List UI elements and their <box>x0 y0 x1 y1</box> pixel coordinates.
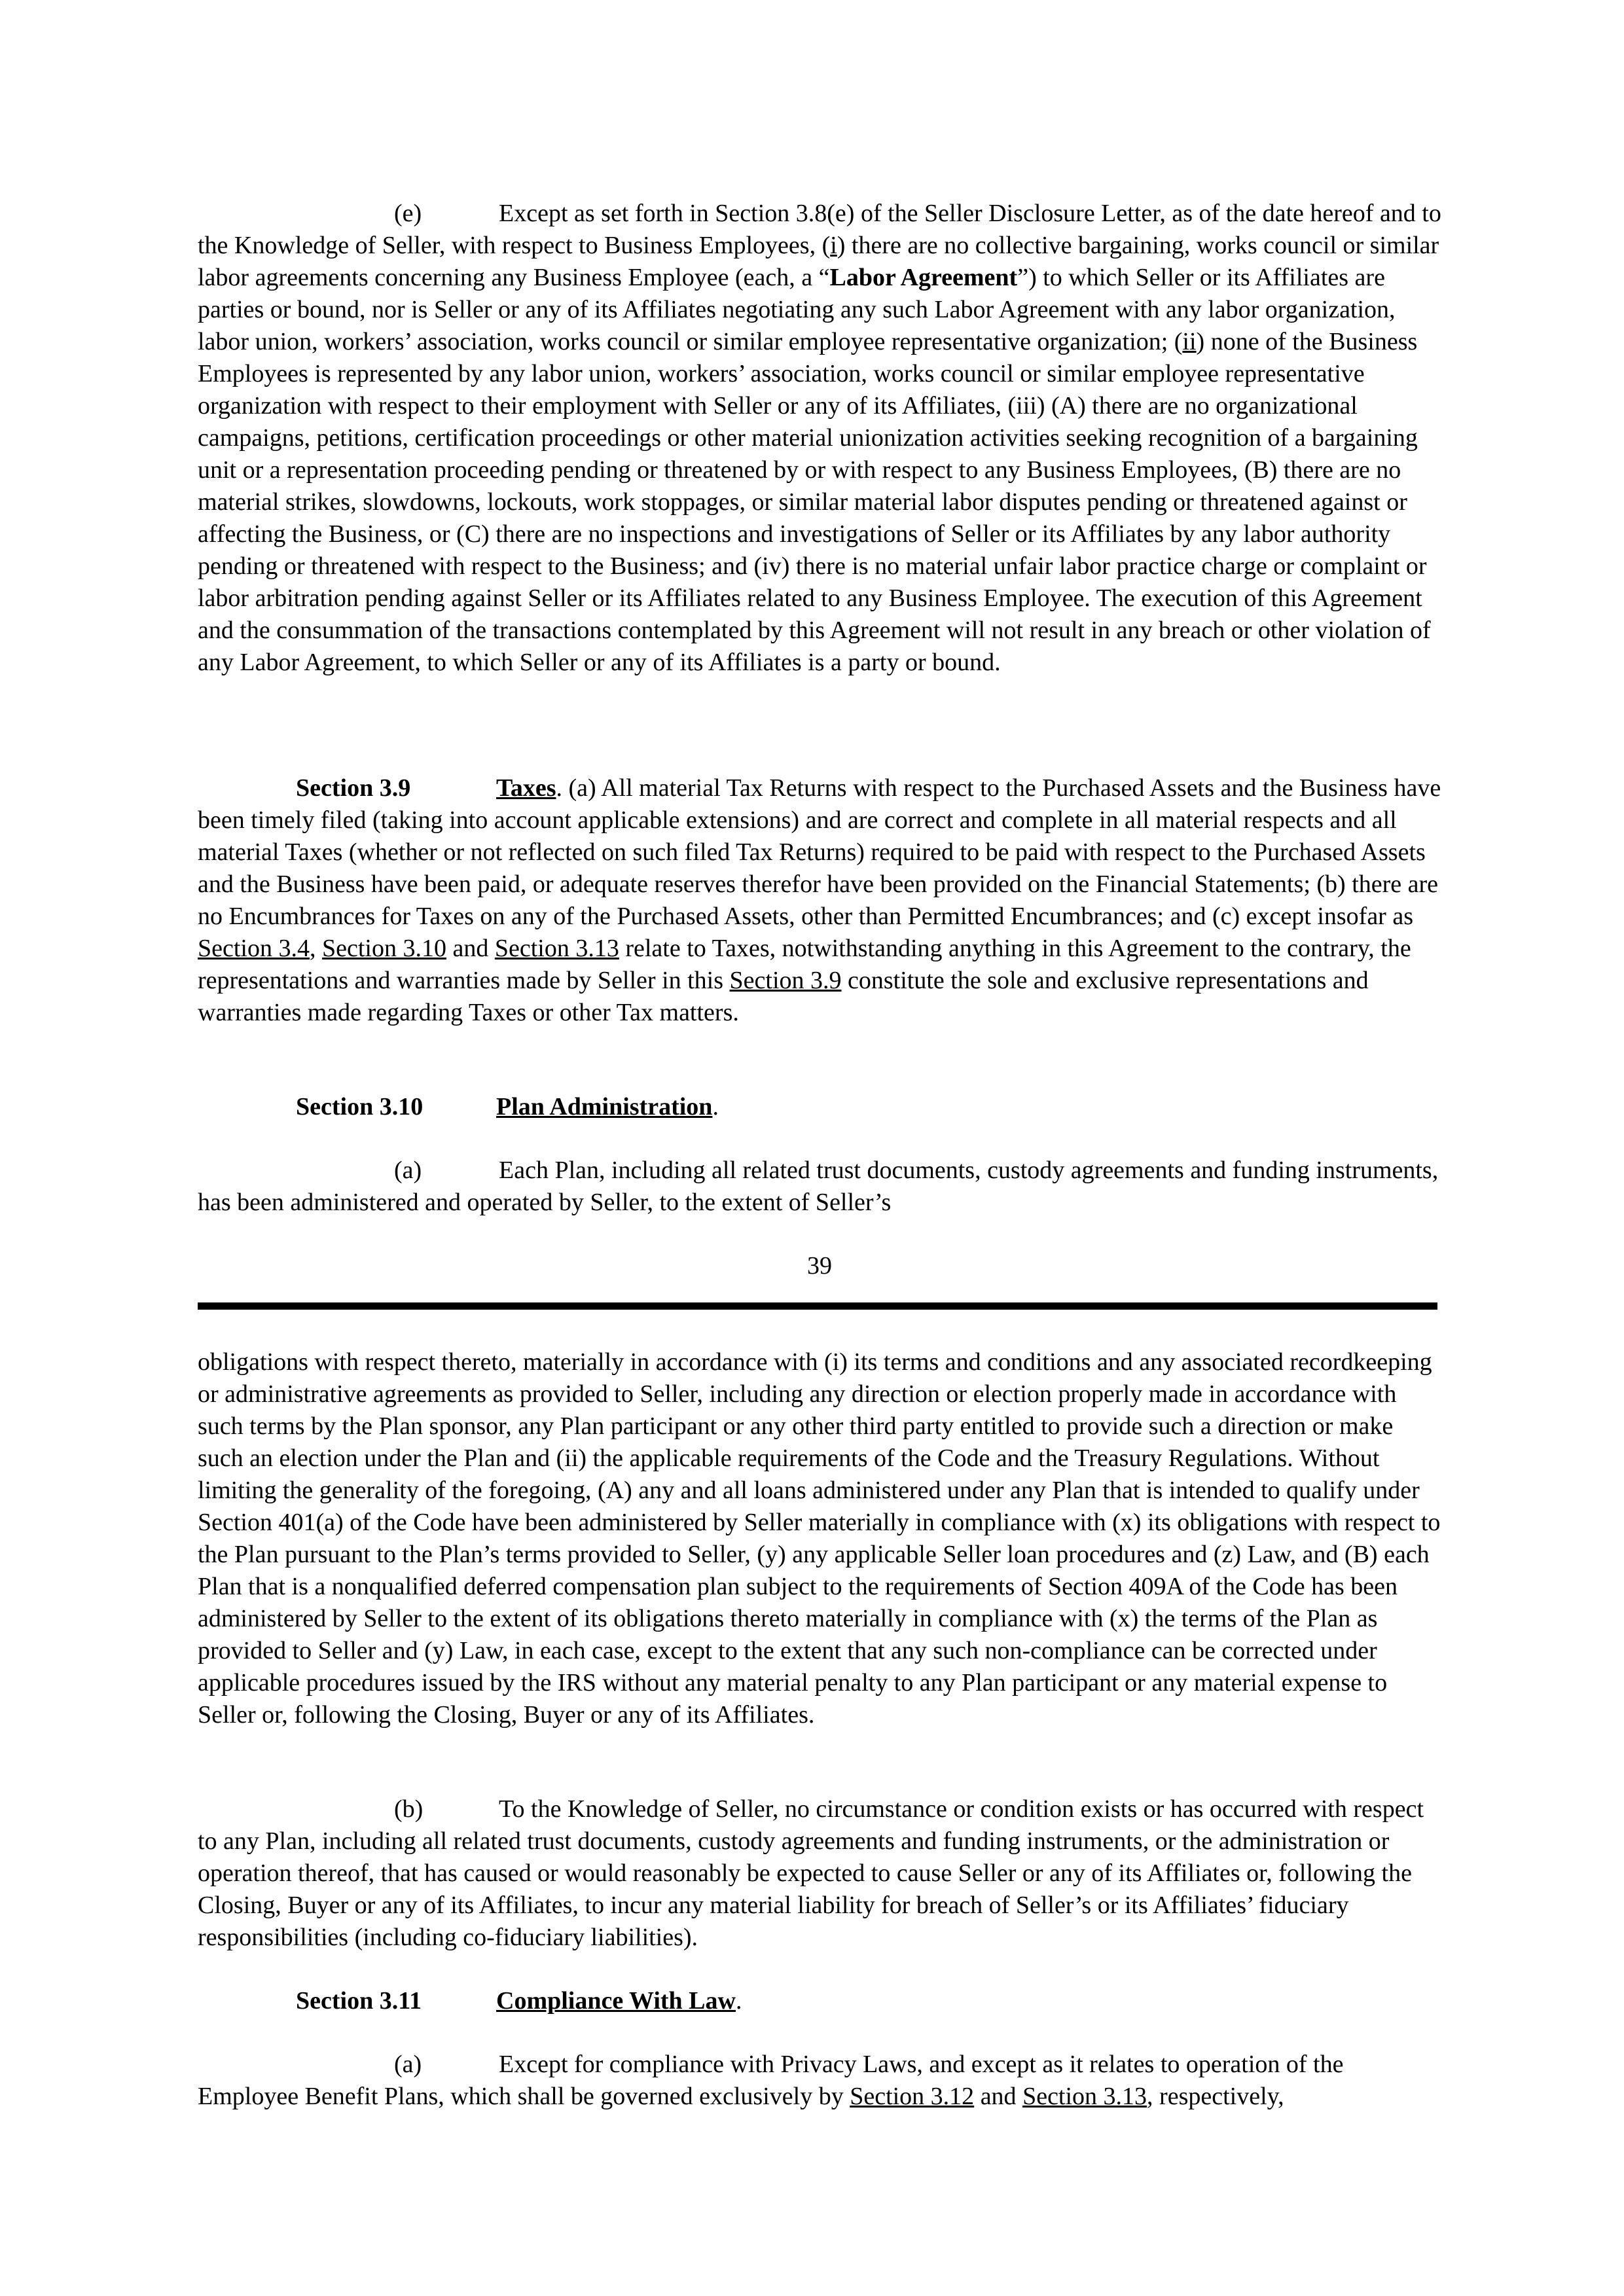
section-3-9: Section 3.9 Taxes. (a) All material Tax Returns with respect to the Purchased Assets and the Business have been timely filed (taking into account applicable extensions) and are correct and complete in all material respects and all material Taxes (whether or not reflected on such filed Tax Returns) required to be paid with respect to the Purchased Assets and the Business have been paid, or adequate reserves therefor have been provided on the Financial Statements; (b) there are no Encumbrances for Taxes on any of the Purchased Assets, other than Permitted Encumbrances; and (c) except insofar as Section 3.4, Section 3.10 and Section 3.13 relate to Taxes, notwithstanding anything in this Agreement to the contrary, the representations and warranties made by Seller in this Section 3.9 constitute the sole and exclusive representations and warranties made regarding Taxes or other Tax matters. <box>198 772 1441 1029</box>
page-number: 39 <box>807 1252 832 1280</box>
section-3-11-heading: Section 3.11 Compliance With Law. <box>198 1985 1441 2017</box>
paragraph-3-10-a: (a) Each Plan, including all related trust documents, custody agreements and funding instruments, has been administered and operated by Seller, to the extent of Seller’s <box>198 1155 1441 1219</box>
paragraph-label: (a) <box>394 2051 422 2078</box>
paragraph-label: (b) <box>394 1795 424 1823</box>
paragraph-3-8-e: (e) Except as set forth in Section 3.8(e) of the Seller Disclosure Letter, as of the date hereof and to the Knowledge of Seller, with respect to Business Employees, (i) there are no collective bargaining, works council or similar labor agreements concerning any Business Employee (each, a “Labor Agreement”) to which Seller or its Affiliates are parties or bound, nor is Seller or any of its Affiliates negotiating any such Labor Agreement with any labor organization, labor union, workers’ association, works council or similar employee representative organization; (ii) none of the Business Employees is represented by any labor union, workers’ association, works council or similar employee representative organization with respect to their employment with Seller or any of its Affiliates, (iii) (A) there are no organizational campaigns, petitions, certification proceedings or other material unionization activities seeking recognition of a bargaining unit or a representation proceeding pending or threatened by or with respect to any Business Employees, (B) there are no material strikes, slowdowns, lockouts, work stoppages, or similar material labor disputes pending or threatened against or affecting the Business, or (C) there are no inspections and investigations of Seller or its Affiliates by any labor authority pending or threatened with respect to the Business; and (iv) there is no material unfair labor practice charge or complaint or labor arbitration pending against Seller or its Affiliates related to any Business Employee. The execution of this Agreement and the consummation of the transactions contemplated by this Agreement will not result in any breach or other violation of any Labor Agreement, to which Seller or any of its Affiliates is a party or bound. <box>198 198 1441 679</box>
section-title: Taxes <box>496 774 556 802</box>
cross-reference: Section 3.4 <box>198 935 310 962</box>
cross-reference: Section 3.10 <box>321 935 446 962</box>
paragraph-3-10-b: (b) To the Knowledge of Seller, no circumstance or condition exists or has occurred with respect to any Plan, including all related trust documents, custody agreements and funding instruments, or the administration or operation thereof, that has caused or would reasonably be expected to cause Seller or any of its Affiliates or, following the Closing, Buyer or any of its Affiliates, to incur any material liability for breach of Seller’s or its Affiliates’ fiduciary responsibilities (including co-fiduciary liabilities). <box>198 1793 1441 1954</box>
section-number: Section 3.10 <box>296 1093 424 1121</box>
defined-term: Labor Agreement <box>829 264 1018 291</box>
section-title: Plan Administration <box>496 1093 713 1121</box>
section-number: Section 3.9 <box>296 774 411 802</box>
cross-reference: Section 3.13 <box>494 935 619 962</box>
paragraph-continuation: obligations with respect thereto, materially in accordance with (i) its terms and conditions and any associated recordkeeping or administrative agreements as provided to Seller, including any direction or election properly made in accordance with such terms by the Plan sponsor, any Plan participant or any other third party entitled to provide such a direction or make such an election under the Plan and (ii) the applicable requirements of the Code and the Treasury Regulations. Without limiting the generality of the foregoing, (A) any and all loans administered under any Plan that is intended to qualify under Section 401(a) of the Code have been administered by Seller materially in compliance with (x) its obligations with respect to the Plan pursuant to the Plan’s terms provided to Seller, (y) any applicable Seller loan procedures and (z) Law, and (B) each Plan that is a nonqualified deferred compensation plan subject to the requirements of Section 409A of the Code has been administered by Seller to the extent of its obligations thereto materially in compliance with (x) the terms of the Plan as provided to Seller and (y) Law, in each case, except to the extent that any such non-compliance can be corrected under applicable procedures issued by the IRS without any material penalty to any Plan participant or any material expense to Seller or, following the Closing, Buyer or any of its Affiliates. <box>198 1348 1441 1729</box>
page-break-rule <box>198 1302 1437 1310</box>
paragraph-label: (e) <box>394 200 422 227</box>
paragraph-label: (a) <box>394 1157 422 1184</box>
cross-reference: Section 3.9 <box>729 967 842 994</box>
paragraph-3-11-a: (a) Except for compliance with Privacy Laws, and except as it relates to operation of the Employee Benefit Plans, which shall be governed exclusively by Section 3.12 and Section 3.13, respectively, <box>198 2049 1441 2113</box>
cross-reference: Section 3.12 <box>850 2083 975 2110</box>
section-3-10-heading: Section 3.10 Plan Administration. <box>198 1091 1441 1123</box>
cross-reference: Section 3.13 <box>1022 2083 1147 2110</box>
section-number: Section 3.11 <box>296 1987 422 2015</box>
section-title: Compliance With Law <box>496 1987 736 2015</box>
